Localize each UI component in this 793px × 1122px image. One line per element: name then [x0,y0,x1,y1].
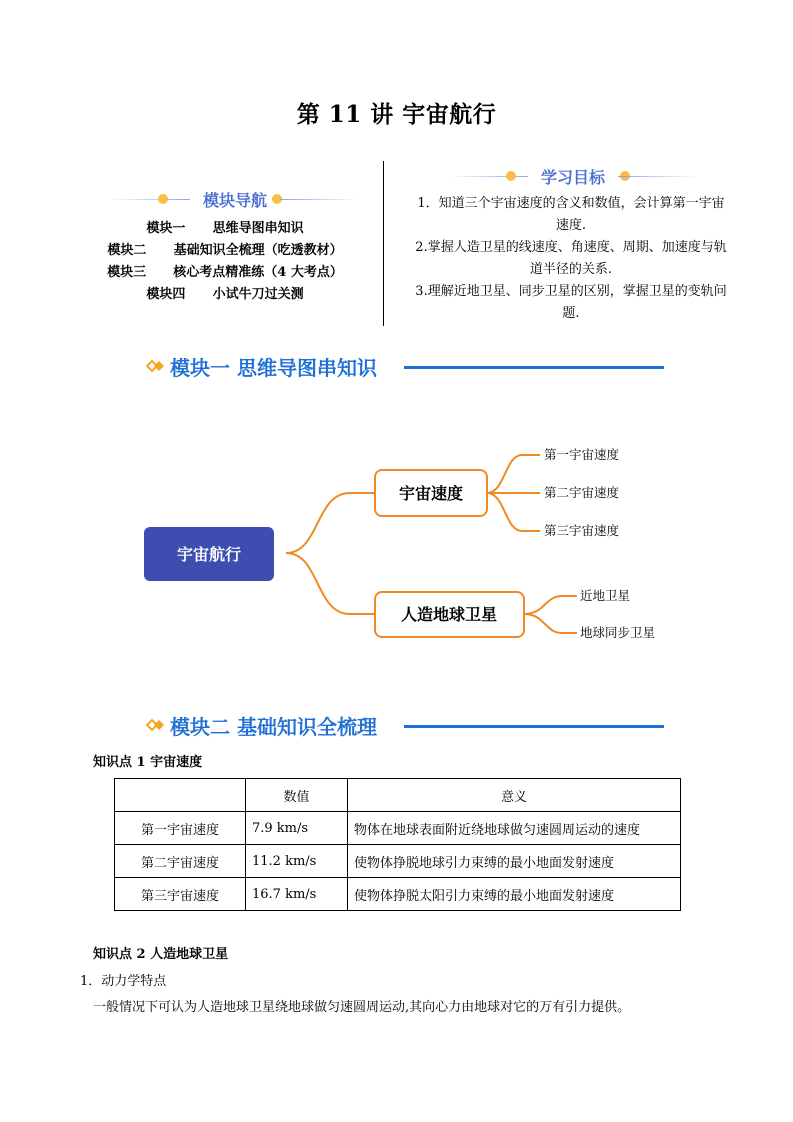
heading-rule-right [280,199,360,200]
cosmic-velocity-table [114,778,681,911]
module-nav-item[interactable]: 模块三 核心考点精准练（4 大考点） [107,265,343,280]
learning-goals-heading [448,165,698,189]
knowledge-point-1-title: 知识点 1 宇宙速度 [93,755,203,770]
module-nav-title: 模块导航 [202,191,267,210]
mindmap-leaf: 第三宇宙速度 [544,523,620,538]
mindmap-leaf: 地球同步卫星 [580,625,656,640]
mindmap-connector [487,493,540,531]
velocity-name: 第三宇宙速度 [115,878,246,911]
mindmap-root-label: 宇宙航行 [176,545,242,564]
subpoint-heading: 1．动力学特点 [80,974,167,989]
learning-goal: 1．知道三个宇宙速度的含义和数值，会计算第一宇宙速度. [417,196,725,233]
diamond-arrow-icon [146,718,164,732]
mindmap-leaf: 第一宇宙速度 [544,447,620,462]
heading-rule-right [618,176,698,177]
mindmap-connector [286,553,375,614]
velocity-name: 第一宇宙速度 [115,812,246,845]
table-header-cell [115,779,246,812]
column-divider [383,161,384,326]
mindmap-connector [524,614,577,633]
mindmap-connector [524,596,577,614]
mindmap-leaf: 近地卫星 [580,588,631,603]
mindmap-connector [487,455,540,493]
velocity-meaning: 使物体挣脱地球引力束缚的最小地面发射速度 [348,845,681,878]
section-rule [404,725,664,728]
table-header-row [115,779,681,812]
mindmap [0,430,793,650]
table-header-cell: 数值 [246,779,348,812]
mindmap-connector [286,493,375,553]
learning-goal: 2.掌握人造卫星的线速度、角速度、周期、加速度与轨道半径的关系. [415,240,727,277]
page-title: 第 11 讲 宇宙航行 [296,101,497,128]
section-heading-mindmap [146,352,664,382]
table-row [115,845,681,878]
learning-goals-title: 学习目标 [540,168,605,187]
body-paragraph: 一般情况下可认为人造地球卫星绕地球做匀速圆周运动,其向心力由地球对它的万有引力提供。 [93,1000,631,1015]
table-header-cell: 意义 [348,779,681,812]
module-nav-item[interactable]: 模块四 小试牛刀过关测 [146,287,304,302]
module-nav-heading [110,188,360,212]
mindmap-branch-label: 人造地球卫星 [400,605,498,624]
velocity-name: 第二宇宙速度 [115,845,246,878]
module-nav-item[interactable]: 模块二 基础知识全梳理（吃透教材） [107,243,343,258]
velocity-value: 11.2 km/s [246,845,348,878]
mindmap-branch-label: 宇宙速度 [398,484,464,503]
velocity-meaning: 物体在地球表面附近绕地球做匀速圆周运动的速度 [348,812,681,845]
diamond-arrow-icon [146,359,164,373]
knowledge-point-2-title: 知识点 2 人造地球卫星 [93,947,229,962]
table-row [115,812,681,845]
section-rule [404,366,664,369]
section-title: 模块一 思维导图串知识 [170,356,377,380]
learning-goal: 3.理解近地卫星、同步卫星的区别，掌握卫星的变轨问题. [415,284,727,321]
table-row [115,878,681,911]
velocity-value: 7.9 km/s [246,812,348,845]
velocity-meaning: 使物体挣脱太阳引力束缚的最小地面发射速度 [348,878,681,911]
section-heading-basics [146,711,664,741]
mindmap-leaf: 第二宇宙速度 [544,485,620,500]
velocity-value: 16.7 km/s [246,878,348,911]
section-title: 模块二 基础知识全梳理 [170,715,377,739]
module-nav-item[interactable]: 模块一 思维导图串知识 [146,221,304,236]
